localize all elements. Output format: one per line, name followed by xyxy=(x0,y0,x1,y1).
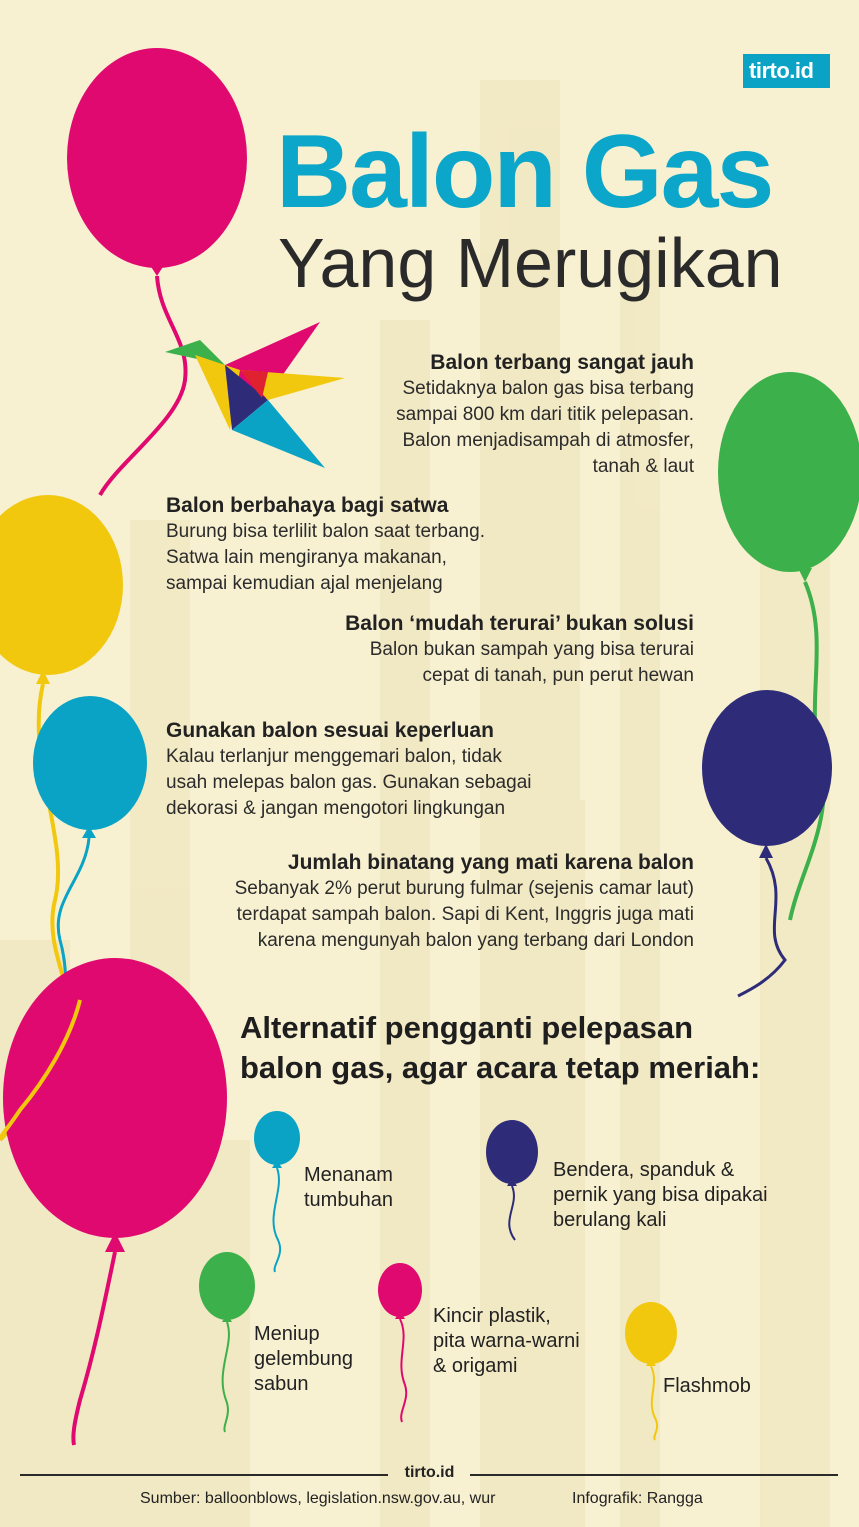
point-line: Satwa lain mengiranya makanan, xyxy=(166,547,447,568)
alternative-line: & origami xyxy=(433,1355,518,1377)
alternative-line: Bendera, spanduk & xyxy=(553,1159,735,1181)
point-1 xyxy=(340,350,694,480)
page-title: Balon Gas xyxy=(276,114,773,230)
point-heading: Jumlah binatang yang mati karena balon xyxy=(287,851,694,874)
alternative-item xyxy=(304,1163,393,1213)
point-line: Balon bukan sampah yang bisa terurai xyxy=(369,639,694,660)
point-2 xyxy=(166,493,566,597)
point-line: Kalau terlanjur menggemari balon, tidak xyxy=(166,746,502,767)
alternative-item xyxy=(254,1322,353,1397)
alternative-item xyxy=(553,1158,768,1233)
balloon-icon xyxy=(378,1263,422,1422)
point-heading: Gunakan balon sesuai keperluan xyxy=(166,719,494,742)
page-subtitle: Yang Merugikan xyxy=(278,224,783,302)
point-heading: Balon terbang sangat jauh xyxy=(430,351,694,374)
balloon-icon xyxy=(199,1252,255,1432)
balloon-icon xyxy=(3,958,227,1445)
point-line: Balon menjadisampah di atmosfer, xyxy=(402,430,694,451)
alternative-line: pernik yang bisa dipakai xyxy=(553,1184,768,1206)
point-line: Setidaknya balon gas bisa terbang xyxy=(402,378,694,399)
alternatives-heading xyxy=(240,1008,760,1088)
origami-bird-icon xyxy=(165,322,345,468)
point-4 xyxy=(166,718,586,822)
alternative-line: gelembung xyxy=(254,1348,353,1370)
alternatives-heading-line: balon gas, agar acara tetap meriah: xyxy=(240,1050,761,1085)
point-line: tanah & laut xyxy=(592,456,694,477)
alternative-line: Menanam xyxy=(304,1164,393,1186)
point-line: karena mengunyah balon yang terbang dari London xyxy=(257,930,694,951)
point-line: terdapat sampah balon. Sapi di Kent, Inggris juga mati xyxy=(236,904,694,925)
balloon-icon xyxy=(67,48,247,495)
alternative-line: sabun xyxy=(254,1373,309,1395)
alternative-line: Flashmob xyxy=(663,1375,751,1397)
point-line: sampai 800 km dari titik pelepasan. xyxy=(396,404,694,425)
point-5 xyxy=(190,850,694,954)
point-line: Sebanyak 2% perut burung fulmar (sejenis camar laut) xyxy=(234,878,694,899)
alternative-line: tumbuhan xyxy=(304,1189,393,1211)
alternatives-heading-line: Alternatif pengganti pelepasan xyxy=(240,1010,694,1045)
brand-logo-text: tirto.id xyxy=(749,58,814,83)
point-line: Burung bisa terlilit balon saat terbang. xyxy=(166,521,485,542)
footer-brand: tirto.id xyxy=(404,1464,455,1481)
balloon-icon xyxy=(625,1302,677,1440)
alternative-line: berulang kali xyxy=(553,1209,667,1231)
point-line: sampai kemudian ajal menjelang xyxy=(166,573,443,594)
balloon-icon xyxy=(486,1120,538,1240)
balloon-icon xyxy=(33,696,147,1000)
point-heading: Balon berbahaya bagi satwa xyxy=(166,494,449,517)
footer-credit: Infografik: Rangga xyxy=(572,1490,703,1507)
alternative-line: Kincir plastik, xyxy=(433,1305,551,1327)
point-heading: Balon ‘mudah terurai’ bukan solusi xyxy=(345,612,694,635)
balloon-icon xyxy=(254,1111,300,1272)
alternative-line: Meniup xyxy=(254,1323,320,1345)
alternative-line: pita warna-warni xyxy=(433,1330,580,1352)
point-line: usah melepas balon gas. Gunakan sebagai xyxy=(166,772,532,793)
alternative-item xyxy=(663,1374,751,1399)
point-line: cepat di tanah, pun perut hewan xyxy=(422,665,694,686)
brand-logo xyxy=(743,54,819,88)
point-line: dekorasi & jangan mengotori lingkungan xyxy=(166,798,506,819)
point-3 xyxy=(290,611,694,689)
footer-source: Sumber: balloonblows, legislation.nsw.gov.au, wur xyxy=(140,1490,496,1507)
alternative-item xyxy=(433,1304,580,1379)
